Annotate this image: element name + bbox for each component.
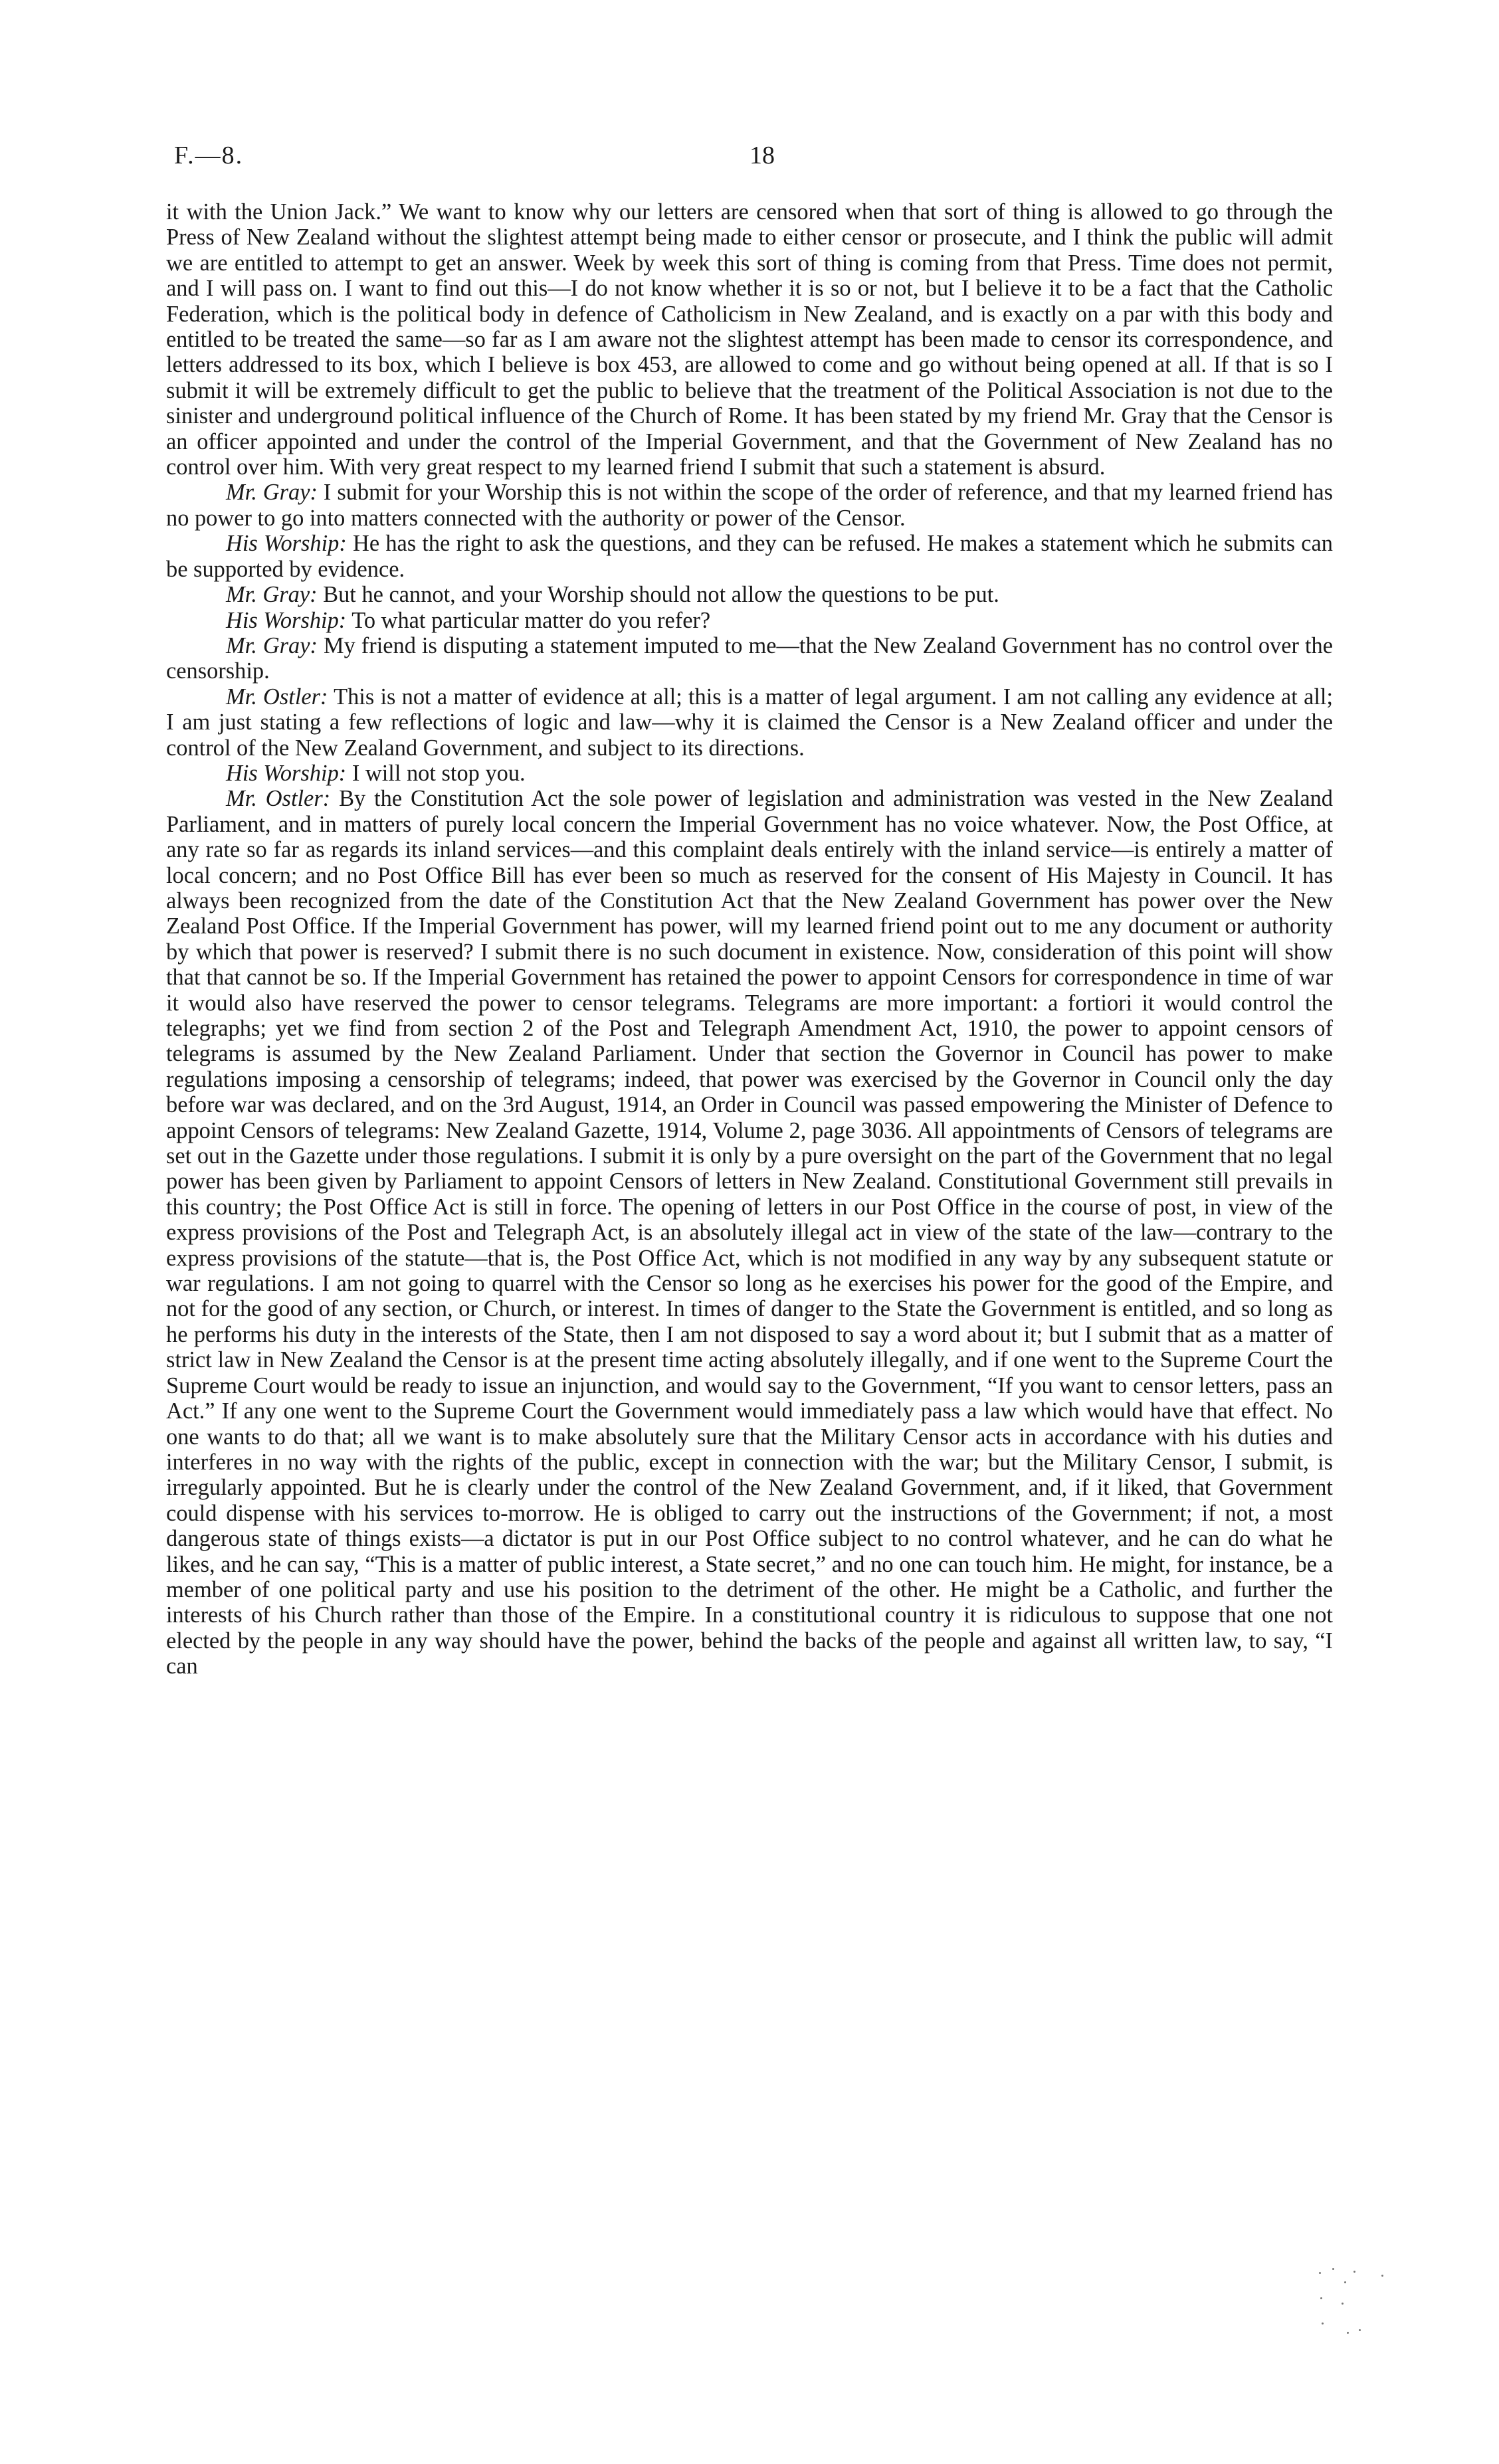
- paragraph-text: By the Constitution Act the sole power of legislation and administration was vested in the New Zealand Parliament, and in matters of purely local concern the Imperial Government has no voice whatever. Now, the Post Office, at any rate so far as regards its inland services—and this complaint deals entirely with the inland service—is entirely a matter of local concern; and no Post Office Bill has ever been so much as reserved for the consent of His Majesty in Council. It has always been recognized from the date of the Constitution Act that the New Zealand Government has power over the New Zealand Post Office. If the Imperial Government has power, will my learned friend point out to me any document or authority by which that power is reserved? I submit there is no such document in existence. Now, consideration of this point will show that that cannot be so. If the Imperial Government has retained the power to appoint Censors for correspondence in time of war it would also have reserved the power to censor telegrams. Telegrams are more important: a fortiori it would control the telegraphs; yet we find from section 2 of the Post and Telegraph Amendment Act, 1910, the power to appoint censors of telegrams is assumed by the New Zealand Parliament. Under that section the Governor in Council has power to make regulations imposing a censorship of telegrams; indeed, that power was exercised by the Governor in Council only the day before war was declared, and on the 3rd August, 1914, an Order in Council was passed empowering the Minister of Defence to appoint Censors of telegrams: New Zealand Gazette, 1914, Volume 2, page 3036. All appointments of Censors of telegrams are set out in the Gazette under those regulations. I submit it is only by a pure oversight on the part of the Government that no legal power has been given by Parliament to appoint Censors of letters in New Zealand. Constitutional Government still prevails in this country; the Post Office Act is still in force. The opening of letters in our Post Office in the course of post, in view of the express provisions of the Post and Telegraph Act, is an absolutely illegal act in view of the state of the law—contrary to the express provisions of the statute—that is, the Post Office Act, which is not modified in any way by any subsequent statute or war regulations. I am not going to quarrel with the Censor so long as he exercises his power for the good of the Empire, and not for the good of any section, or Church, or interest. In times of danger to the State the Government is entitled, and so long as he performs his duty in the interests of the State, then I am not disposed to say a word about it; but I submit that as a matter of strict law in New Zealand the Censor is at the present time acting absolutely illegally, and if one went to the Supreme Court the Supreme Court would be ready to issue an injunction, and would say to the Government, “If you want to censor letters, pass an Act.” If any one went to the Supreme Court the Government would immediately pass a law which would have that effect. No one wants to do that; all we want is to make absolutely sure that the Military Censor acts in accordance with his duties and interferes in no way with the rights of the public, except in connection with the war; but the Military Censor, I submit, is irregularly appointed. But he is clearly under the control of the New Zealand Government, and, if it liked, that Government could dispense with his services to-morrow. He is obliged to carry out the instructions of the Government; if not, a most dangerous state of things exists—a dictator is put in our Post Office subject to no control whatever, and he can do what he likes, and he can say, “This is a matter of public interest, a State secret,” and no one can touch him. He might, for instance, be a member of one political party and use his position to the detriment of the other. He might be a Catholic, and further the interests of his Church rather than those of the Empire. In a constitutional country it is ridiculous to suppose that one not elected by the people in any way should have the power, behind the backs of the people and against all written law, to say, “I can: [166, 786, 1333, 1679]
- page-header: [0, 141, 1499, 181]
- paragraph-ostler-argument: [166, 684, 1333, 761]
- speaker-label: Mr. Gray:: [226, 480, 318, 506]
- paragraph-text: I will not stop you.: [351, 760, 526, 786]
- speaker-label: Mr. Ostler:: [226, 684, 328, 710]
- paragraph-text: To what particular matter do you refer?: [351, 607, 711, 633]
- paragraph-ostler-submission: [166, 786, 1333, 1679]
- speaker-label: Mr. Gray:: [226, 582, 318, 608]
- paragraph-continuation: [166, 199, 1333, 480]
- paragraph-text: I submit for your Worship this is not within the scope of the order of reference, and that my learned friend has no power to go into matters connected with the authority or power of the Censor.: [166, 480, 1333, 531]
- paragraph-gray-dispute: [166, 633, 1333, 684]
- paragraph-text: My friend is disputing a statement imputed to me—that the New Zealand Government has no control over the censorship.: [166, 632, 1333, 684]
- paragraph-worship-question: [166, 608, 1333, 633]
- paragraph-text: it with the Union Jack.” We want to know why our letters are censored when that sort of thing is allowed to go through the Press of New Zealand without the slightest attempt being made to either censor or prosecute, and I think the public will admit we are entitled to attempt to get an answer. Week by week this sort of thing is coming from that Press. Time does not permit, and I will pass on. I want to find out this—I do not know whether it is so or not, but I believe it to be a fact that the Catholic Federation, which is the political body in defence of Catholicism in New Zealand, and is exactly on a par with this body and entitled to be treated the same—so far as I am aware not the slightest attempt has been made to censor its correspondence, and letters addressed to its box, which I believe is box 453, are allowed to come and go without being opened at all. If that is so I submit it will be extremely difficult to get the public to believe that the treatment of the Political Association is not due to the sinister and underground political influence of the Church of Rome. It has been stated by my friend Mr. Gray that the Censor is an officer appointed and under the control of the Imperial Government, and that the Government of New Zealand has no control over him. With very great respect to my learned friend I submit that such a statement is absurd.: [166, 199, 1333, 480]
- speaker-label: His Worship:: [226, 607, 347, 633]
- paragraph-worship-ruling: [166, 531, 1333, 582]
- page-number: 18: [750, 142, 775, 169]
- body-text: [166, 199, 1333, 1679]
- paragraph-text: This is not a matter of evidence at all; this is a matter of legal argument. I am not calling any evidence at all; I am just stating a few reflections of logic and law—why it is claimed the Censor is a New Zealand officer and under the control of the New Zealand Government, and subject to its directions.: [166, 684, 1333, 761]
- speaker-label: Mr. Ostler:: [226, 786, 331, 812]
- paragraph-gray-reply: [166, 582, 1333, 607]
- paragraph-text: He has the right to ask the questions, and they can be refused. He makes a statement which he submits can be supported by evidence.: [166, 531, 1333, 582]
- paragraph-text: But he cannot, and your Worship should not allow the questions to be put.: [323, 582, 999, 608]
- paragraph-worship-allow: [166, 761, 1333, 786]
- scan-specks: [1312, 2259, 1392, 2345]
- speaker-label: His Worship:: [226, 531, 347, 557]
- speaker-label: His Worship:: [226, 760, 347, 786]
- paragraph-gray-objection: [166, 480, 1333, 531]
- document-reference: F.—8.: [174, 142, 244, 169]
- speaker-label: Mr. Gray:: [226, 632, 318, 658]
